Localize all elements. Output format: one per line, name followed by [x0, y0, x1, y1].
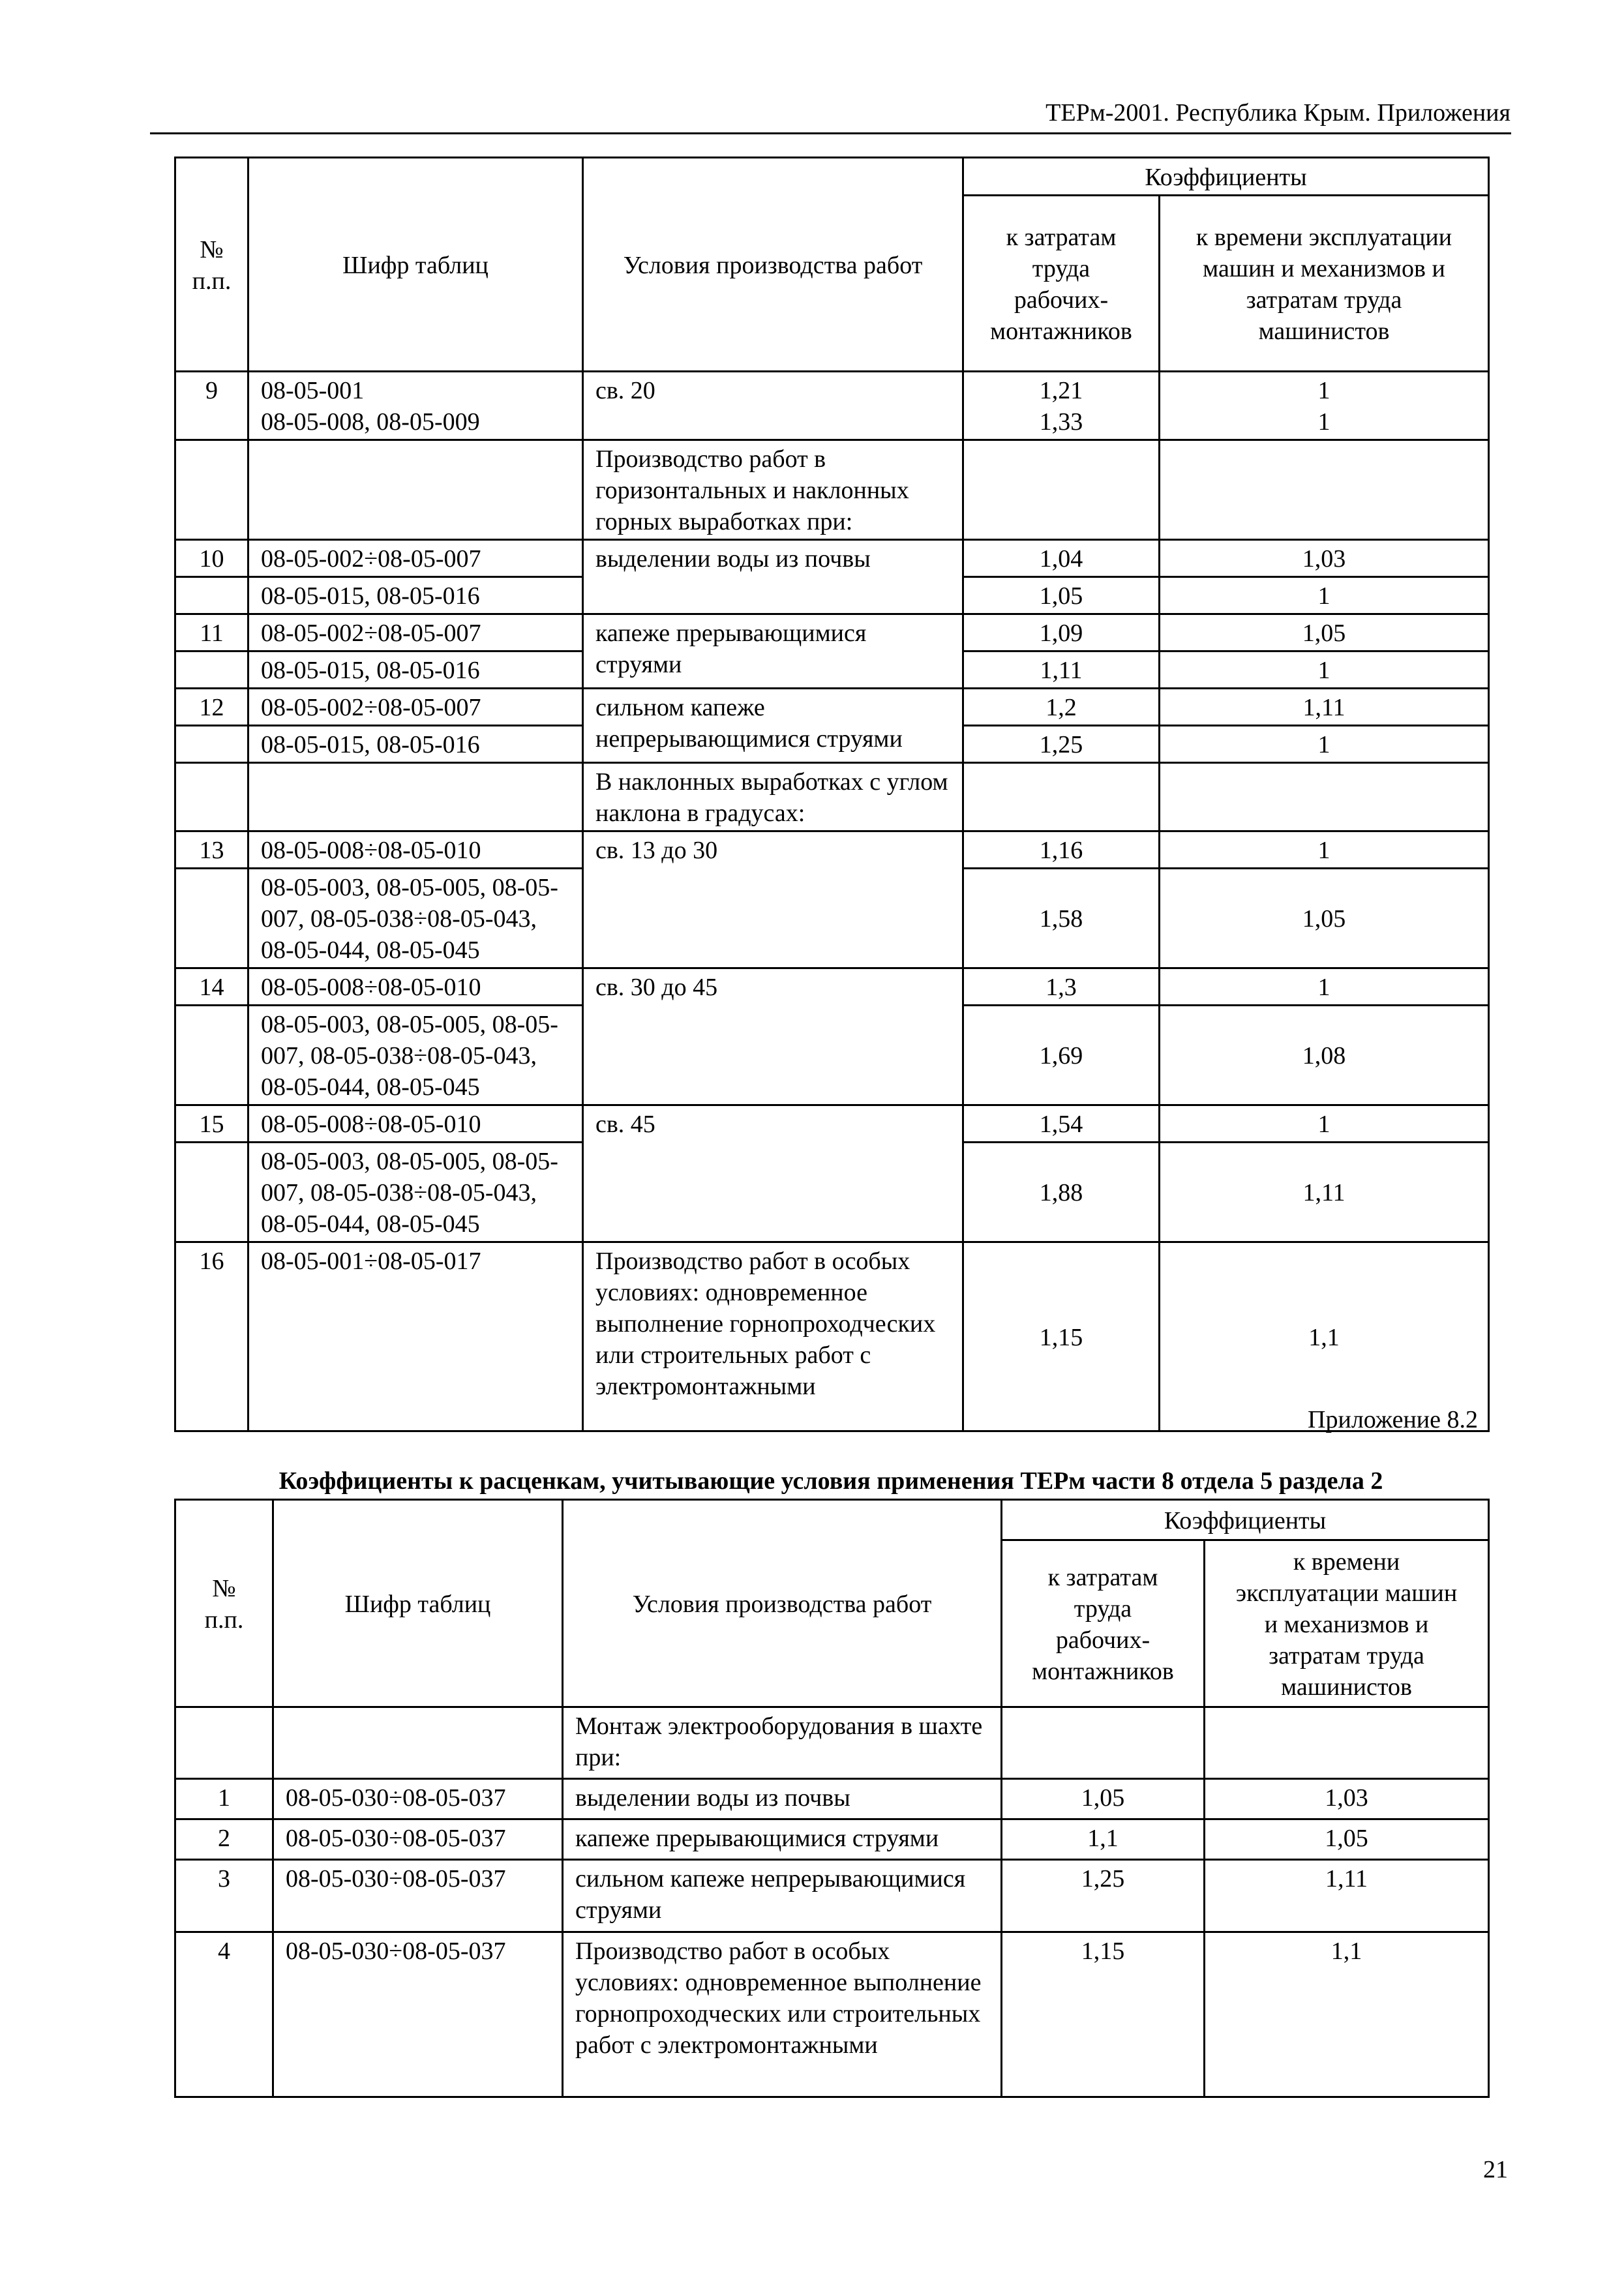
row-code: 08-05-002÷08-05-007 [248, 689, 583, 726]
table-header-row [175, 158, 1489, 196]
row-num: 2 [175, 1819, 273, 1860]
row-machines: 1,03 [1160, 540, 1489, 577]
section-row [175, 763, 1489, 831]
row-labor: 1,58 [963, 869, 1160, 968]
table-caption: Коэффициенты к расценкам, учитывающие условия применения ТЕРм части 8 отдела 5 раздела 2 [278, 1467, 1383, 1495]
row-code: 08-05-003, 08-05-005, 08-05-007, 08-05-038÷08-05-043, 08-05-044, 08-05-045 [248, 869, 583, 968]
row-machines: 1,08 [1160, 1006, 1489, 1105]
table-row [175, 372, 1489, 440]
appendix-label: Приложение 8.2 [1308, 1406, 1478, 1433]
row-conditions: сильном капеже непрерывающимися струями [563, 1860, 1002, 1932]
row-labor: 1,05 [963, 577, 1160, 614]
row-code: 08-05-001÷08-05-017 [248, 1242, 583, 1431]
row-labor: 1,25 [1002, 1860, 1205, 1932]
row-labor: 1,15 [1002, 1932, 1205, 2097]
row-code: 08-05-003, 08-05-005, 08-05-007, 08-05-038÷08-05-043, 08-05-044, 08-05-045 [248, 1143, 583, 1242]
row-code: 08-05-002÷08-05-007 [248, 614, 583, 651]
row-code: 08-05-030÷08-05-037 [273, 1819, 563, 1860]
table-row [175, 689, 1489, 726]
table-row [175, 968, 1489, 1006]
row-conditions: выделении воды из почвы [583, 540, 963, 614]
row-labor: 1,2 [963, 689, 1160, 726]
row-conditions: выделении воды из почвы [563, 1779, 1002, 1819]
row-code: 08-05-001 08-05-008, 08-05-009 [248, 372, 583, 440]
row-machines: 1 [1160, 651, 1489, 689]
row-labor: 1,1 [1002, 1819, 1205, 1860]
row-labor: 1,15 [963, 1242, 1160, 1431]
row-machines: 1,05 [1160, 614, 1489, 651]
header-conditions: Условия производства работ [583, 158, 963, 372]
table-row [175, 1932, 1489, 2097]
row-conditions: сильном капеже непрерывающимися струями [583, 689, 963, 763]
row-labor: 1,11 [963, 651, 1160, 689]
row-conditions: св. 13 до 30 [583, 831, 963, 968]
table-row [175, 1779, 1489, 1819]
row-labor: 1,25 [963, 726, 1160, 763]
row-code: 08-05-002÷08-05-007 [248, 540, 583, 577]
row-num: 3 [175, 1860, 273, 1932]
table-row [175, 831, 1489, 869]
row-labor: 1,09 [963, 614, 1160, 651]
row-labor: 1,88 [963, 1143, 1160, 1242]
header-conditions: Условия производства работ [563, 1500, 1002, 1707]
row-code: 08-05-003, 08-05-005, 08-05-007, 08-05-038÷08-05-043, 08-05-044, 08-05-045 [248, 1006, 583, 1105]
row-machines: 1 [1160, 1105, 1489, 1143]
coefficients-table-1 [174, 157, 1490, 1432]
row-num: 10 [175, 540, 248, 577]
section-row [175, 440, 1489, 540]
row-machines: 1 [1160, 968, 1489, 1006]
row-machines: 1,1 [1205, 1932, 1489, 2097]
row-code: 08-05-008÷08-05-010 [248, 1105, 583, 1143]
row-machines: 1,03 [1205, 1779, 1489, 1819]
row-conditions: капеже прерывающимися струями [563, 1819, 1002, 1860]
table-row [175, 540, 1489, 577]
header-code: Шифр таблиц [248, 158, 583, 372]
row-conditions: св. 30 до 45 [583, 968, 963, 1105]
row-conditions: капеже прерывающимися струями [583, 614, 963, 689]
coefficients-table-2 [174, 1499, 1490, 2098]
header-coefficients: Коэффициенты [1002, 1500, 1489, 1540]
row-code: 08-05-030÷08-05-037 [273, 1860, 563, 1932]
row-labor: 1,05 [1002, 1779, 1205, 1819]
row-num: 11 [175, 614, 248, 651]
header-coefficients: Коэффициенты [963, 158, 1489, 196]
row-code: 08-05-030÷08-05-037 [273, 1779, 563, 1819]
row-code: 08-05-015, 08-05-016 [248, 577, 583, 614]
row-conditions: Производство работ в особых условиях: одновременное выполнение горнопроходческих или строительных работ с электромонтажными [563, 1932, 1002, 2097]
row-machines: 1,11 [1205, 1860, 1489, 1932]
section-row [175, 1707, 1489, 1779]
row-num: 12 [175, 689, 248, 726]
row-num: 14 [175, 968, 248, 1006]
row-machines: 1 1 [1160, 372, 1489, 440]
row-labor: 1,69 [963, 1006, 1160, 1105]
row-labor: 1,16 [963, 831, 1160, 869]
row-machines: 1 [1160, 577, 1489, 614]
row-num: 4 [175, 1932, 273, 2097]
row-conditions: св. 20 [583, 372, 963, 440]
row-labor: 1,54 [963, 1105, 1160, 1143]
row-labor: 1,21 1,33 [963, 372, 1160, 440]
table-row [175, 1105, 1489, 1143]
row-code: 08-05-030÷08-05-037 [273, 1932, 563, 2097]
row-machines: 1 [1160, 726, 1489, 763]
table-row [175, 1819, 1489, 1860]
row-machines: 1 [1160, 831, 1489, 869]
page-number: 21 [1483, 2156, 1508, 2183]
table-row [175, 1242, 1489, 1431]
row-labor: 1,3 [963, 968, 1160, 1006]
row-code: 08-05-008÷08-05-010 [248, 968, 583, 1006]
row-machines: 1,1 [1160, 1242, 1489, 1431]
row-num: 16 [175, 1242, 248, 1431]
header-machines: к времени эксплуатации машин и механизмов и затратам труда машинистов [1160, 196, 1489, 372]
row-machines: 1,05 [1160, 869, 1489, 968]
row-conditions: Производство работ в особых условиях: одновременное выполнение горнопроходческих или строительных работ с электромонтажными [583, 1242, 963, 1431]
table-row [175, 614, 1489, 651]
row-machines: 1,11 [1160, 1143, 1489, 1242]
header-machines: к времени эксплуатации машин и механизмов и затратам труда машинистов [1205, 1540, 1489, 1707]
running-header: ТЕРм-2001. Республика Крым. Приложения [1045, 99, 1511, 127]
header-labor: к затратам труда рабочих- монтажников [963, 196, 1160, 372]
row-num: 13 [175, 831, 248, 869]
table-row [175, 1860, 1489, 1932]
row-num: 9 [175, 372, 248, 440]
header-labor: к затратам труда рабочих- монтажников [1002, 1540, 1205, 1707]
header-num: № п.п. [175, 158, 248, 372]
section-label: В наклонных выработках с углом наклона в градусах: [583, 763, 963, 831]
table-header-row [175, 1500, 1489, 1540]
row-num: 1 [175, 1779, 273, 1819]
header-rule [150, 132, 1511, 134]
row-machines: 1,11 [1160, 689, 1489, 726]
section-label: Производство работ в горизонтальных и наклонных горных выработках при: [583, 440, 963, 540]
header-num: № п.п. [175, 1500, 273, 1707]
row-labor: 1,04 [963, 540, 1160, 577]
row-code: 08-05-015, 08-05-016 [248, 651, 583, 689]
row-code: 08-05-008÷08-05-010 [248, 831, 583, 869]
row-num: 15 [175, 1105, 248, 1143]
section-label: Монтаж электрооборудования в шахте при: [563, 1707, 1002, 1779]
row-machines: 1,05 [1205, 1819, 1489, 1860]
row-conditions: св. 45 [583, 1105, 963, 1242]
row-code: 08-05-015, 08-05-016 [248, 726, 583, 763]
header-code: Шифр таблиц [273, 1500, 563, 1707]
